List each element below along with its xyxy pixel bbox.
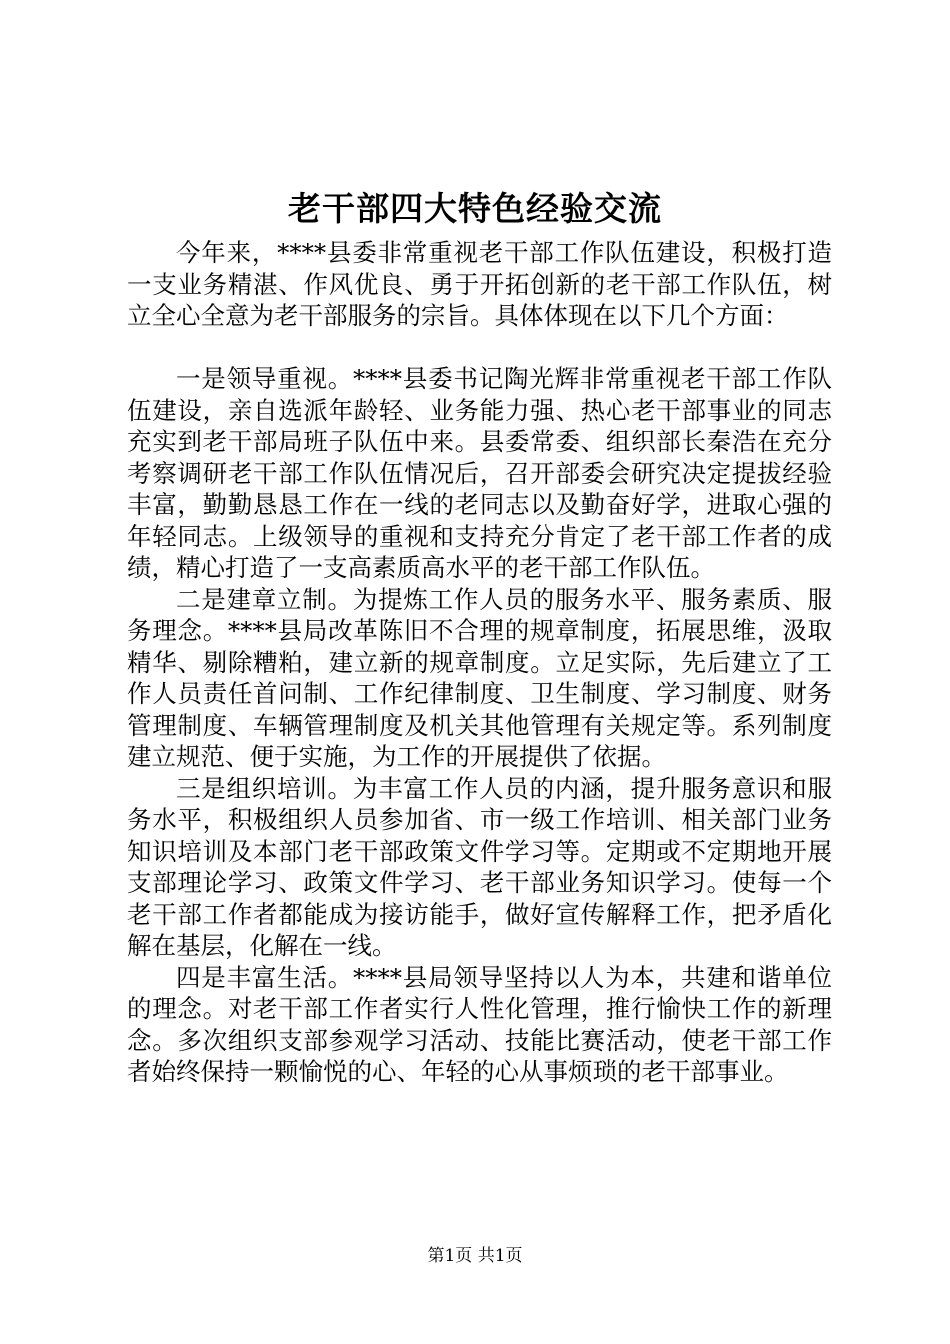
page-number-footer: 第1页 共1页 xyxy=(427,1246,523,1266)
document-body xyxy=(127,237,832,1088)
paragraph-training: 三是组织培训。为丰富工作人员的内涵，提升服务意识和服务水平，积极组织人员参加省、市一级工作培训、相关部门业务知识培训及本部门老干部政策文件学习等。定期或不定期地开展支部理论学习、政策文件学习、老干部业务知识学习。使每一个老干部工作者都能成为接访能手，做好宣传解释工作，把矛盾化解在基层，化解在一线。 xyxy=(127,773,832,960)
paragraph-regulations: 二是建章立制。为提炼工作人员的服务水平、服务素质、服务理念。****县局改革陈旧不合理的规章制度，拓展思维，汲取精华、剔除糟粕，建立新的规章制度。立足实际，先后建立了工作人员责任首问制、工作纪律制度、卫生制度、学习制度、财务管理制度、车辆管理制度及机关其他管理有关规定等。系列制度建立规范、便于实施，为工作的开展提供了依据。 xyxy=(127,584,832,771)
paragraph-life: 四是丰富生活。****县局领导坚持以人为本，共建和谐单位的理念。对老干部工作者实行人性化管理，推行愉快工作的新理念。多次组织支部参观学习活动、技能比赛活动，使老干部工作者始终保持一颗愉悦的心、年轻的心从事烦琐的老干部事业。 xyxy=(127,962,832,1086)
document-title: 老干部四大特色经验交流 xyxy=(288,189,662,228)
paragraph-intro: 今年来，****县委非常重视老干部工作队伍建设，积极打造一支业务精湛、作风优良、勇于开拓创新的老干部工作队伍，树立全心全意为老干部服务的宗旨。具体体现在以下几个方面： xyxy=(127,238,832,330)
paragraph-leadership: 一是领导重视。****县委书记陶光辉非常重视老干部工作队伍建设，亲自选派年龄轻、业务能力强、热心老干部事业的同志充实到老干部局班子队伍中来。县委常委、组织部长秦浩在充分考察调研老干部工作队伍情况后，召开部委会研究决定提拔经验丰富，勤勤恳恳工作在一线的老同志以及勤奋好学，进取心强的年轻同志。上级领导的重视和支持充分肯定了老干部工作者的成绩，精心打造了一支高素质高水平的老干部工作队伍。 xyxy=(127,364,832,582)
